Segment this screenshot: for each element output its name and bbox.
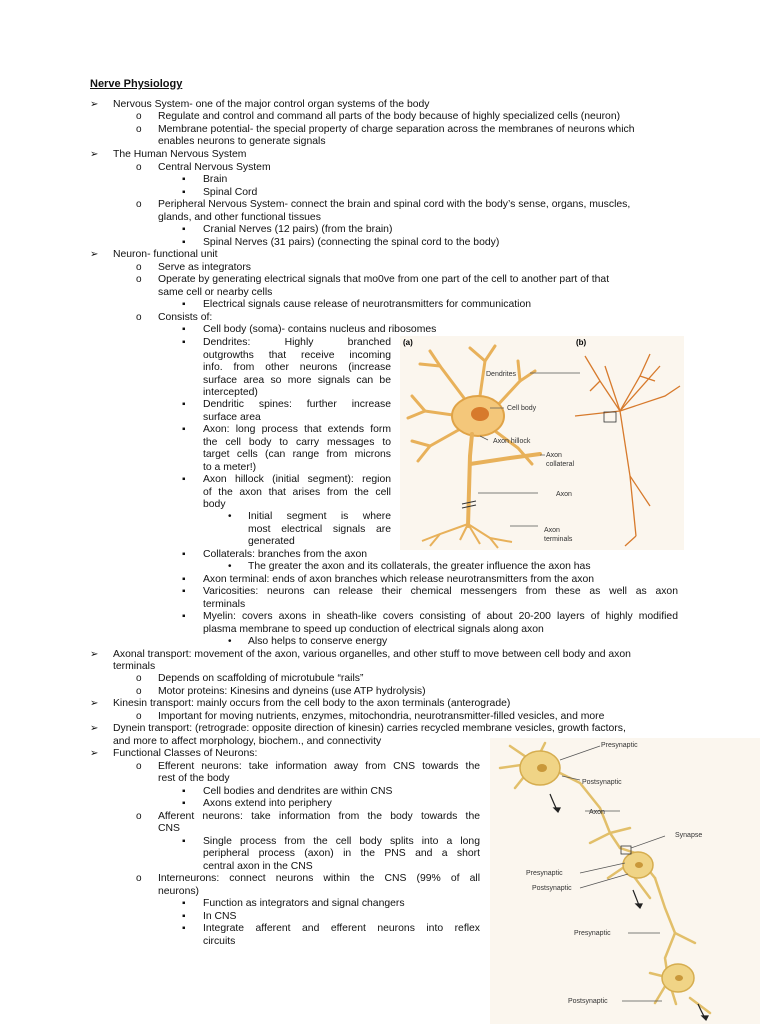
- text-line: Varicosities: neurons can release their chemical messengers from these as well as axon: [203, 586, 678, 597]
- figure-label: Axon: [556, 491, 572, 498]
- figure-label: Presynaptic: [601, 742, 638, 749]
- text-line: The Human Nervous System: [113, 149, 247, 160]
- text-line: Spinal Cord: [203, 187, 258, 198]
- bullet-icon: o: [136, 162, 142, 173]
- text-line: Dynein transport: (retrograde: opposite direction of kinesin) carries recycled membrane vesicles, growth factors,: [113, 723, 626, 734]
- figure-label: collateral: [546, 461, 575, 468]
- figure-label: Axon: [546, 452, 562, 459]
- bullet-icon: o: [136, 711, 142, 722]
- bullet-icon: ▪: [182, 836, 186, 847]
- text-line: Also helps to conserve energy: [248, 636, 388, 647]
- bullet-icon: •: [228, 636, 232, 647]
- text-line: Axonal transport: movement of the axon, various organelles, and other stuff to move between cell body and axon: [113, 649, 631, 660]
- text-line: surface area: [203, 412, 261, 423]
- text-line: Consists of:: [158, 312, 213, 323]
- text-line: intercepted): [203, 387, 258, 398]
- figure-label: Axon: [589, 809, 605, 816]
- text-line: Afferent neurons: take information from the body towards the: [158, 811, 480, 822]
- text-line: Cranial Nerves (12 pairs) (from the brain): [203, 224, 393, 235]
- text-line: of the axon that arises from the cell: [203, 487, 391, 498]
- bullet-icon: ▪: [182, 299, 186, 310]
- text-line: the cell body to carry messages to: [203, 437, 391, 448]
- bullet-icon: ➢: [90, 249, 99, 260]
- bullet-icon: ▪: [182, 174, 186, 185]
- nucleus-shape: [471, 407, 489, 421]
- bullet-icon: o: [136, 312, 142, 323]
- bullet-icon: o: [136, 111, 142, 122]
- bullet-icon: ➢: [90, 149, 99, 160]
- bullet-icon: ▪: [182, 611, 186, 622]
- bullet-icon: ▪: [182, 574, 186, 585]
- bullet-icon: o: [136, 761, 142, 772]
- text-line: In CNS: [203, 911, 237, 922]
- figure-panel-a-label: (a): [403, 338, 413, 347]
- text-line: Regulate and control and command all parts of the body because of highly specialized cells (neuron): [158, 111, 621, 122]
- text-line: Important for moving nutrients, enzymes, mitochondria, neurotransmitter-filled vesicles, and more: [158, 711, 605, 722]
- bullet-icon: o: [136, 811, 142, 822]
- text-line: CNS: [158, 823, 180, 834]
- text-line: Dendritic spines: further increase: [203, 399, 391, 410]
- text-line: rest of the body: [158, 773, 230, 784]
- text-line: Serve as integrators: [158, 262, 251, 273]
- bullet-icon: o: [136, 199, 142, 210]
- text-line: Cell bodies and dendrites are within CNS: [203, 786, 393, 797]
- text-line: surface area so more signals can be: [203, 375, 391, 386]
- text-line: central axon in the CNS: [203, 861, 313, 872]
- figure-panel-b-label: (b): [576, 338, 587, 347]
- figure-label: Axon: [544, 527, 560, 534]
- text-line: and more to affect morphology, biochem., and connectivity: [113, 736, 382, 747]
- bullet-icon: ➢: [90, 649, 99, 660]
- bullet-icon: o: [136, 673, 142, 684]
- text-line: The greater the axon and its collaterals, the greater influence the axon has: [248, 561, 591, 572]
- bullet-icon: ▪: [182, 399, 186, 410]
- text-line: Function as integrators and signal changers: [203, 898, 405, 909]
- bullet-icon: ▪: [182, 923, 186, 934]
- figure-label: terminals: [544, 536, 573, 543]
- text-line: most electrical signals are: [248, 524, 391, 535]
- text-line: Axons extend into periphery: [203, 798, 332, 809]
- text-line: Peripheral Nervous System- connect the brain and spinal cord with the body’s sense, organs, muscles,: [158, 199, 631, 210]
- neuron-anatomy-figure: [400, 336, 684, 550]
- bullet-icon: o: [136, 262, 142, 273]
- text-line: Integrate afferent and efferent neurons into reflex: [203, 923, 480, 934]
- bullet-icon: o: [136, 873, 142, 884]
- bullet-icon: ➢: [90, 698, 99, 709]
- bullet-icon: o: [136, 274, 142, 285]
- figure-label: Postsynaptic: [568, 998, 608, 1005]
- bullet-icon: •: [228, 561, 232, 572]
- bullet-icon: ▪: [182, 798, 186, 809]
- synapse-chain-figure: [490, 738, 760, 1024]
- bullet-icon: ▪: [182, 549, 186, 560]
- figure-label: Postsynaptic: [582, 779, 622, 786]
- text-line: plasma membrane to speed up conduction of electrical signals along axon: [203, 624, 544, 635]
- text-line: Kinesin transport: mainly occurs from the cell body to the axon terminals (anterograde): [113, 698, 511, 709]
- figure-label: Cell body: [507, 405, 537, 412]
- bullet-icon: •: [228, 511, 232, 522]
- text-line: Membrane potential- the special property of charge separation across the membranes of neurons which: [158, 124, 635, 135]
- bullet-icon: ▪: [182, 424, 186, 435]
- text-line: Spinal Nerves (31 pairs) (connecting the spinal cord to the body): [203, 237, 500, 248]
- page-title: Nerve Physiology: [90, 78, 183, 90]
- bullet-icon: o: [136, 124, 142, 135]
- text-line: terminals: [203, 599, 246, 610]
- text-line: Collaterals: branches from the axon: [203, 549, 368, 560]
- text-line: peripheral process (axon) in the PNS and a short: [203, 848, 480, 859]
- figure-label: Axon hillock: [493, 438, 531, 445]
- figure-label: Presynaptic: [574, 930, 611, 937]
- bullet-icon: ➢: [90, 748, 99, 759]
- bullet-icon: ➢: [90, 99, 99, 110]
- text-line: Depends on scaffolding of microtubule “rails”: [158, 673, 364, 684]
- text-line: Interneurons: connect neurons within the CNS (99% of all: [158, 873, 480, 884]
- text-line: Myelin: covers axons in sheath-like covers consisting of about 20-200 layers of highly modified: [203, 611, 678, 622]
- bullet-icon: ▪: [182, 586, 186, 597]
- text-line: Axon hillock (initial segment): region: [203, 474, 391, 485]
- text-line: generated: [248, 536, 295, 547]
- text-line: Brain: [203, 174, 228, 185]
- text-line: Efferent neurons: take information away from CNS towards the: [158, 761, 480, 772]
- text-line: terminals: [113, 661, 156, 672]
- text-line: Axon: long process that extends form: [203, 424, 391, 435]
- figure-label: Postsynaptic: [532, 885, 572, 892]
- bullet-icon: o: [136, 686, 142, 697]
- text-line: glands, and other functional tissues: [158, 212, 321, 223]
- text-line: Motor proteins: Kinesins and dyneins (use ATP hydrolysis): [158, 686, 426, 697]
- text-line: target cells (can range from microns: [203, 449, 391, 460]
- text-line: Nervous System- one of the major control organ systems of the body: [113, 99, 430, 110]
- text-line: same cell or nearby cells: [158, 287, 273, 298]
- text-line: neurons): [158, 886, 200, 897]
- figure-label: Presynaptic: [526, 870, 563, 877]
- figure-label: Dendrites: [486, 371, 516, 378]
- bullet-icon: ▪: [182, 324, 186, 335]
- text-line: Operate by generating electrical signals that mo0ve from one part of the cell to another part of that: [158, 274, 610, 285]
- text-line: Central Nervous System: [158, 162, 271, 173]
- text-line: Initial segment is where: [248, 511, 391, 522]
- text-line: Neuron- functional unit: [113, 249, 218, 260]
- text-line: Electrical signals cause release of neurotransmitters for communication: [203, 299, 532, 310]
- text-line: circuits: [203, 936, 236, 947]
- text-line: body: [203, 499, 226, 510]
- text-line: Dendrites: Highly branched: [203, 337, 391, 348]
- bullet-icon: ▪: [182, 911, 186, 922]
- bullet-icon: ➢: [90, 723, 99, 734]
- text-line: Axon terminal: ends of axon branches which release neurotransmitters from the axon: [203, 574, 595, 585]
- bullet-icon: ▪: [182, 898, 186, 909]
- text-line: Single process from the cell body splits into a long: [203, 836, 480, 847]
- text-line: Cell body (soma)- contains nucleus and ribosomes: [203, 324, 437, 335]
- text-line: enables neurons to generate signals: [158, 136, 326, 147]
- bullet-icon: ▪: [182, 474, 186, 485]
- text-line: info. from other neurons (increase: [203, 362, 391, 373]
- text-line: to a meter!): [203, 462, 257, 473]
- bullet-icon: ▪: [182, 187, 186, 198]
- text-line: outgrowths that receive incoming: [203, 350, 391, 361]
- bullet-icon: ▪: [182, 224, 186, 235]
- bullet-icon: ▪: [182, 337, 186, 348]
- bullet-icon: ▪: [182, 237, 186, 248]
- figure-label: Synapse: [675, 832, 703, 839]
- bullet-icon: ▪: [182, 786, 186, 797]
- text-line: Functional Classes of Neurons:: [113, 748, 258, 759]
